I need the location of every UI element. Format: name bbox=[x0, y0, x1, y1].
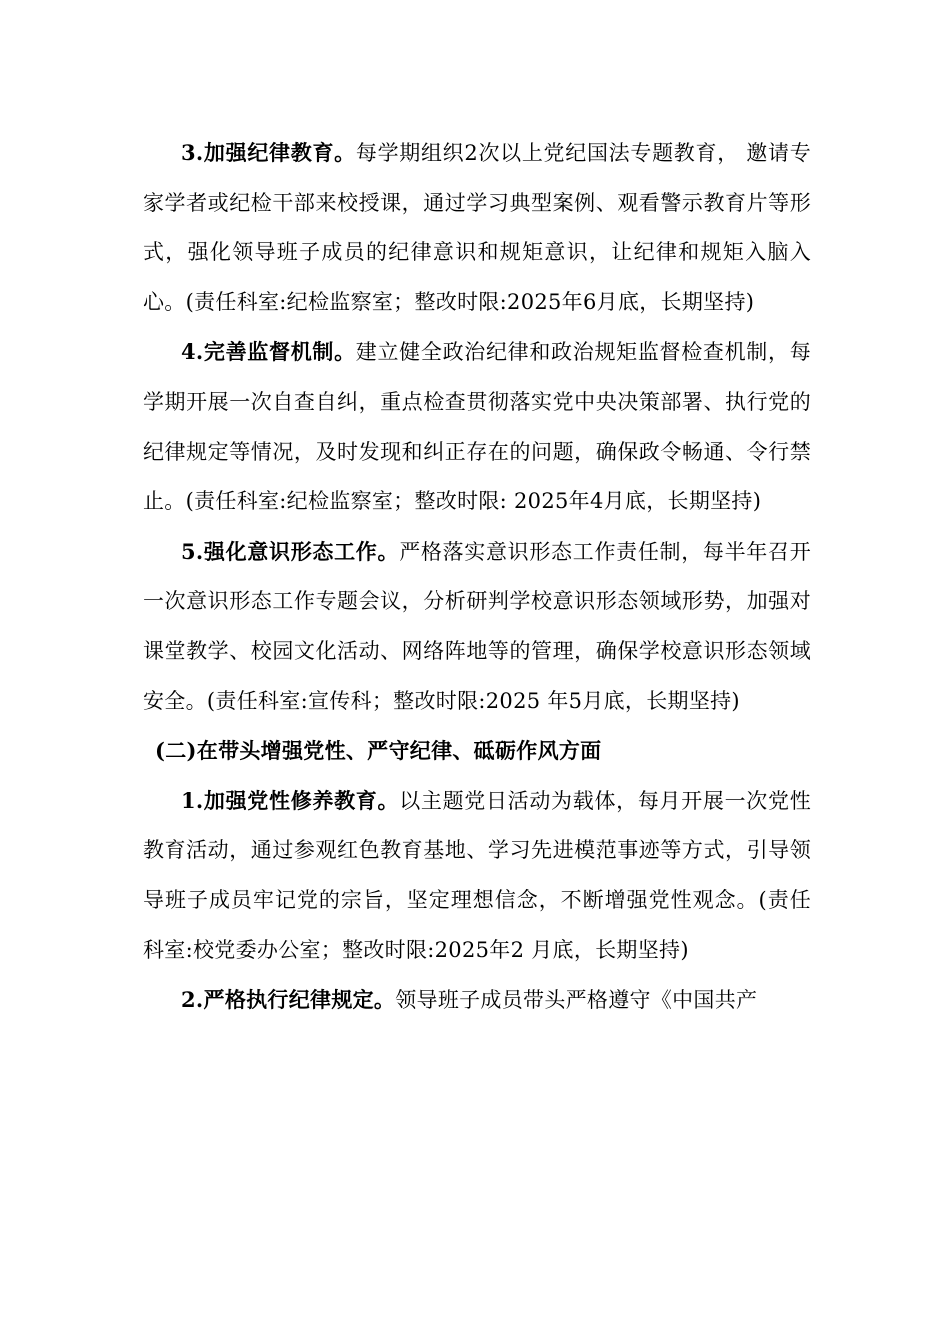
paragraph-text: 严格落实意识形态工作责任制，每半年召开一次意识形态工作专题会议，分析研判学校意识形态领域形势，加强对课堂教学、校园文化活动、网络阵地等的管理，确保学校意识形态领域安全。(责任科室:宣传科；整改时限:2025 年5月底，长期坚持) bbox=[143, 539, 811, 713]
section-heading: (二)在带头增强党性、严守纪律、砥砺作风方面 bbox=[155, 738, 602, 764]
paragraph-lead: 3.加强纪律教育。 bbox=[181, 140, 356, 165]
paragraph-lead: 4.完善监督机制。 bbox=[181, 339, 356, 365]
paragraph-text: 领导班子成员带头严格遵守《中国共产 bbox=[395, 988, 758, 1013]
paragraph-party-spirit-education bbox=[143, 776, 811, 975]
paragraph-text: 以主题党日活动为载体，每月开展一次党性教育活动，通过参观红色教育基地、学习先进模范事迹等方式，引导领导班子成员牢记党的宗旨，坚定理想信念，不断增强党性观念。(责任科室:校党委办公室；整改时限:2025年2 月底，长期坚持) bbox=[143, 788, 811, 962]
paragraph-discipline-education bbox=[143, 128, 811, 327]
paragraph-ideology-work bbox=[143, 527, 811, 726]
paragraph-lead: 2.严格执行纪律规定。 bbox=[181, 987, 396, 1013]
paragraph-text: 建立健全政治纪律和政治规矩监督检查机制，每学期开展一次自查自纠，重点检查贯彻落实党中央决策部署、执行党的纪律规定等情况，及时发现和纠正存在的问题，确保政令畅通、令行禁止。(责任科室:纪检监察室；整改时限: 2025年4月底，长期坚持) bbox=[143, 340, 811, 514]
paragraph-lead: 1.加强党性修养教育。 bbox=[181, 787, 400, 813]
paragraph-text: 每学期组织2次以上党纪国法专题教育， 邀请专家学者或纪检干部来校授课，通过学习典型案例、观看警示教育片等形式，强化领导班子成员的纪律意识和规矩意识，让纪律和规矩入脑入心。(责任科室:纪检监察室；整改时限:2025年6月底，长期坚持) bbox=[143, 141, 811, 314]
paragraph-lead: 5.强化意识形态工作。 bbox=[181, 538, 400, 564]
paragraph-supervision-mechanism bbox=[143, 327, 811, 526]
document-body bbox=[143, 128, 811, 1026]
paragraph-discipline-rules bbox=[143, 975, 811, 1026]
